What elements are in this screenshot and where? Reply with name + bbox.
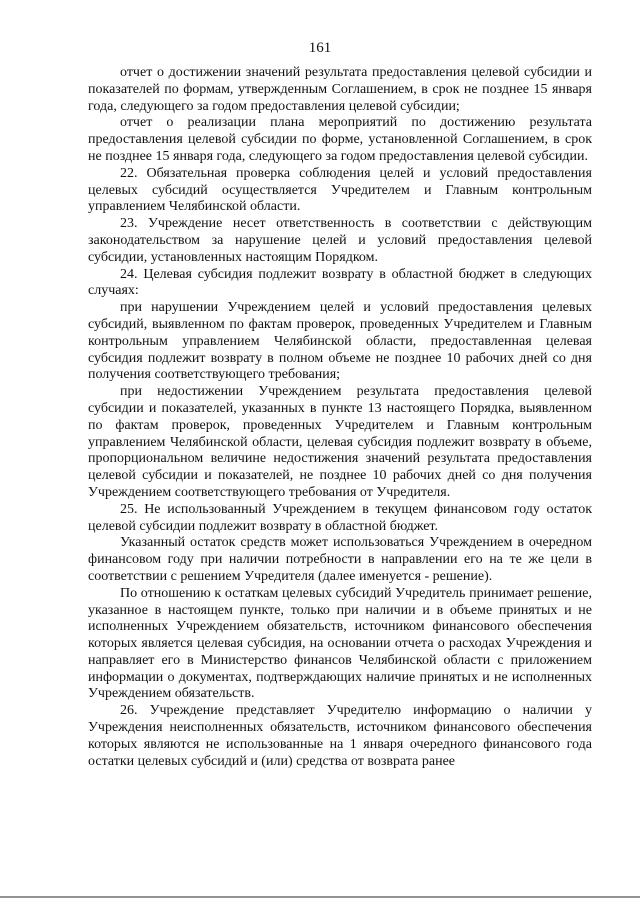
- paragraph-item-25: 25. Не использованный Учреждением в текущем финансовом году остаток целевой субсидии подлежит возврату в областной бюджет.: [88, 501, 592, 534]
- paragraph-report-results: отчет о достижении значений результата предоставления целевой субсидии и показателей по формам, утвержденным Соглашением, в срок не позднее 15 января года, следующего за годом предоставления целевой субсидии;: [88, 65, 592, 114]
- paragraph-item-22: 22. Обязательная проверка соблюдения целей и условий предоставления целевых субсидий осуществляется Учредителем и Главным контрольным управлением Челябинской области.: [88, 165, 592, 215]
- paragraph-violation-case: при нарушении Учреждением целей и условий предоставления целевых субсидий, выявленном по фактам проверок, проведенных Учредителем и Главным контрольным управлением Челябинской области, предоставленная целевая субсидия подлежит возврату в полном объеме не позднее 10 рабочих дней со дня получения соответствующего требования;: [88, 300, 592, 383]
- paragraph-item-24: 24. Целевая субсидия подлежит возврату в областной бюджет в следующих случаях:: [88, 266, 592, 299]
- paragraph-remainder-use: Указанный остаток средств может использоваться Учреждением в очередном финансовом году при наличии потребности в направлении его на те же цели в соответствии с решением Учредителя (далее именуется - решение).: [88, 535, 592, 584]
- paragraph-item-23: 23. Учреждение несет ответственность в соответствии с действующим законодательством за нарушение целей и условий предоставления целевой субсидии, установленных настоящим Порядком.: [88, 216, 592, 265]
- paragraph-item-26: 26. Учреждение представляет Учредителю информацию о наличии у Учреждения неисполненных обязательств, источником финансового обеспечения которых являются не использованные на 1 января очередного финансового года остатки целевых субсидий и (или) средства от возврата ранее: [88, 703, 592, 769]
- paragraph-nonachievement-case: при недостижении Учреждением результата предоставления целевой субсидии и показателей, указанных в пункте 13 настоящего Порядка, выявленном по фактам проверок, проведенных Учредителем и Главным контрольным управлением Челябинской области, целевая субсидия подлежит возврату в объеме, пропорциональном величине недостижения значений результата предоставления целевой субсидии и показателей, не позднее 10 рабочих дней со дня получения Учреждением соответствующего требования от Учредителя.: [88, 384, 592, 500]
- document-body: [88, 65, 592, 770]
- page-number: 161: [308, 40, 332, 56]
- paragraph-remainder-decision: По отношению к остаткам целевых субсидий Учредитель принимает решение, указанное в настоящем пункте, только при наличии и в объеме принятых и не исполненных Учреждением обязательств, источником финансового обеспечения которых является целевая субсидия, на основании отчета о расходах Учреждения и направляет его в Министерство финансов Челябинской области с приложением информации о документах, подтверждающих наличие принятых и не исполненных Учреждением обязательств.: [88, 585, 592, 702]
- scan-bottom-edge: [0, 896, 640, 898]
- paragraph-report-plan: отчет о реализации плана мероприятий по достижению результата предоставления целевой субсидии по форме, установленной Соглашением, в срок не позднее 15 января года, следующего за годом предоставления целевой субсидии.: [88, 115, 592, 164]
